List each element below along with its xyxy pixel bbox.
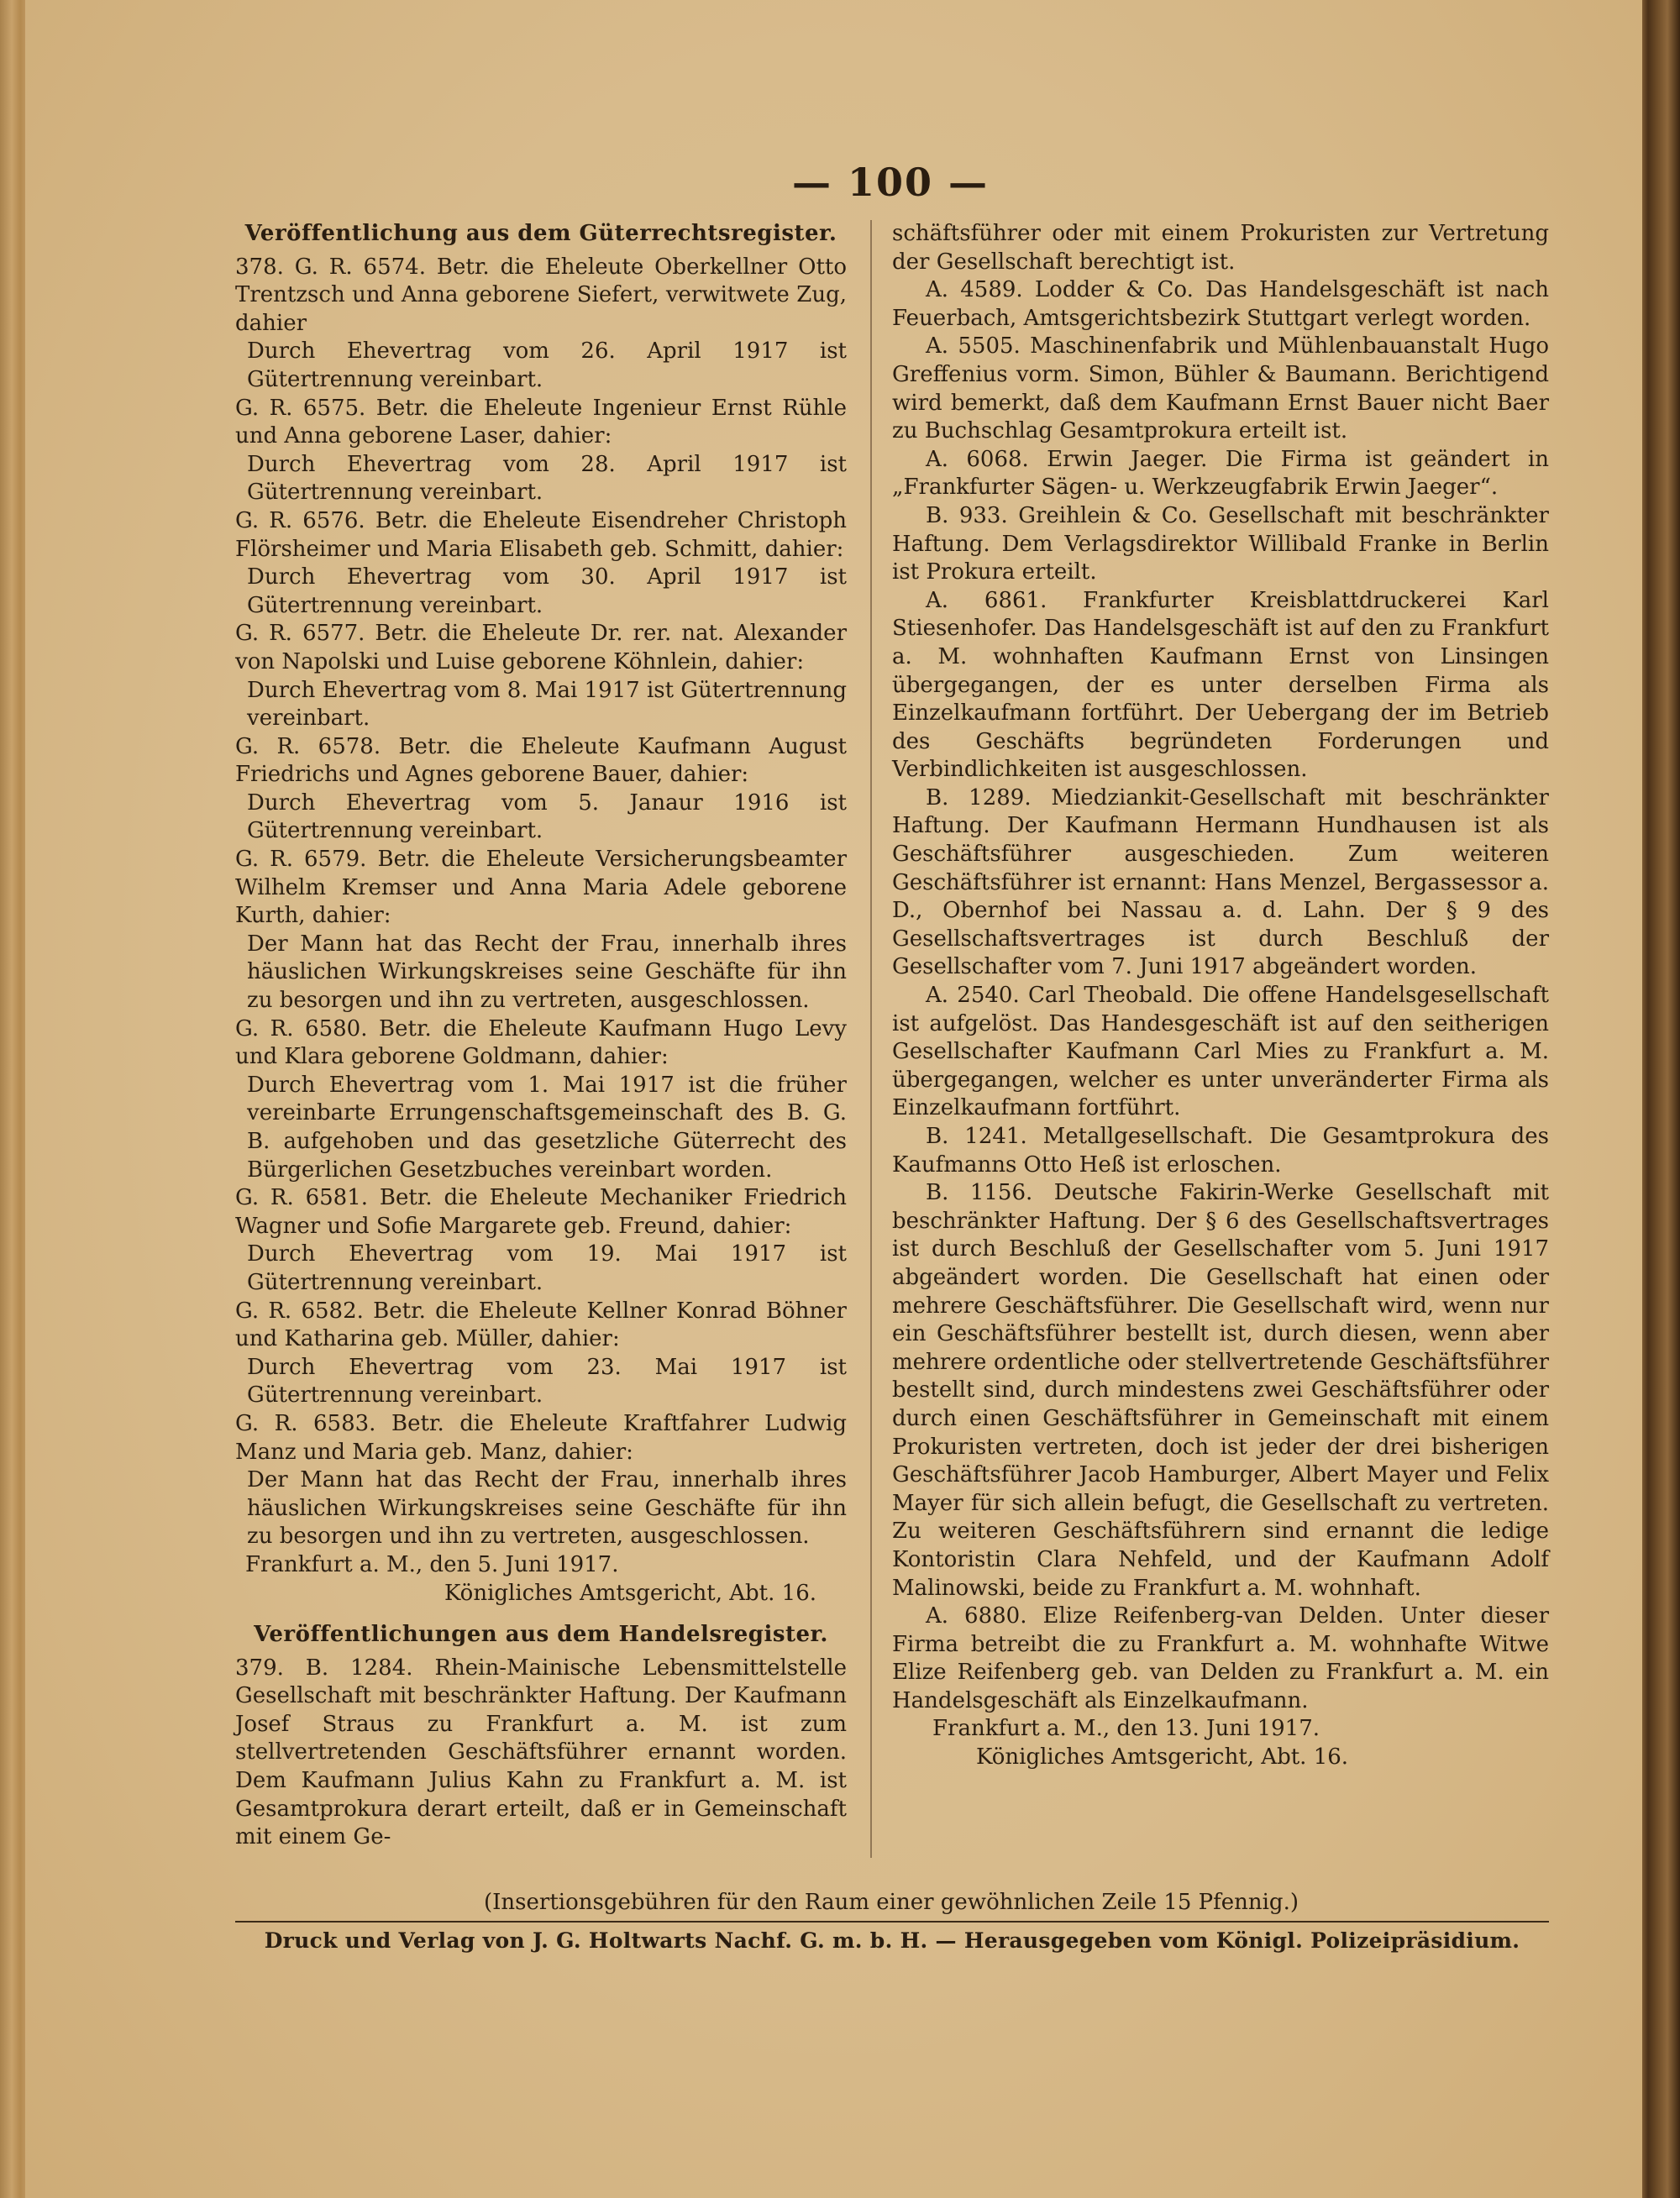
entry-b933: B. 933. Greihlein & Co. Gesellschaft mit beschränkter Haftung. Dem Verlagsdirektor Willibald Franke in Berlin ist Prokura erteilt. [892,502,1549,585]
footer-rule [235,1921,1549,1923]
entry-6580: G. R. 6580. Betr. die Eheleute Kaufmann Hugo Levy und Klara geborene Goldmann, dahier: [235,1015,847,1070]
column-divider [870,220,872,1858]
entry-6577: G. R. 6577. Betr. die Eheleute Dr. rer. nat. Alexander von Napolski und Luise geborene Köhnlein, dahier: [235,621,847,674]
entry-b1156: B. 1156. Deutsche Fakirin-Werke Gesellschaft mit beschränkter Haftung. Der § 6 des Gesellschaftsvertrages ist durch Beschluß der Gesellschafter vom 5. Juni 1917 abgeändert worden. Die Gesellschaft hat einen oder mehrere Geschäftsführer. Die Gesellschaft wird, wenn nur ein Geschäftsführer bestellt ist, durch diesen, wenn aber mehrere ordentliche oder stellvertretende Geschäftsführer bestellt sind, durch mindestens zwei Geschäftsführer oder durch einen Geschäftsführer in Gemeinschaft mit einem Prokuristen vertreten, doch ist jeder der drei bisherigen Geschäftsführer Jacob Hamburger, Albert Mayer und Felix Mayer für sich allein befugt, die Gesellschaft zu vertreten. Zu weiteren Geschäftsführern sind ernannt die ledige Kontoristin Clara Nehfeld, und der Kaufmann Adolf Malinowski, beide zu Frankfurt a. M. wohnhaft. [892,1180,1549,1601]
page-number: — 100 — [791,160,990,205]
heading-gueterrechtsregister: Veröffentlichung aus dem Güterrechtsregister. [244,221,837,246]
entry-a5505: A. 5505. Maschinenfabrik und Mühlenbauanstalt Hugo Greffenius vorm. Simon, Bühler & Baumann. Berichtigend wird bemerkt, daß dem Kaufmann Ernst Bauer nicht Baer zu Buchschlag Gesamtprokura erteilt ist. [892,333,1549,444]
entry-a2540: A. 2540. Carl Theobald. Die offene Handelsgesellschaft ist aufgelöst. Das Handesgeschäft ist auf den seitherigen Gesellschafter Kaufmann Carl Mies zu Frankfurt a. M. übergegangen, welcher es unter unveränderter Firma als Einzelkaufmann fortführt. [892,983,1549,1121]
entry-6574: 378. G. R. 6574. Betr. die Eheleute Oberkellner Otto Trentzsch und Anna geborene Siefert, verwitwete Zug, dahier [235,254,847,336]
entry-6575: G. R. 6575. Betr. die Eheleute Ingenieur Ernst Rühle und Anna geborene Laser, dahier: [235,395,847,449]
entry-a6861: A. 6861. Frankfurter Kreisblattdruckerei Karl Stiesenhofer. Das Handelsgeschäft ist auf den zu Frankfurt a. M. wohnhaften Kaufmann Ernst von Linsingen übergegangen, der es unter derselben Firma als Einzelkaufmann fortführt. Der Uebergang der im Betrieb des Geschäfts begründeten Forderungen und Verbindlichkeiten ist ausgeschlossen. [892,587,1549,783]
left-column [235,220,847,1852]
signature-place-date-right: Frankfurt a. M., den 13. Juni 1917. [932,1716,1320,1742]
printer-imprint: Druck und Verlag von J. G. Holtwarts Nachf. G. m. b. H. — Herausgegeben vom Königl. Polizeipräsidium. [264,1928,1520,1953]
entry-6575-text: Durch Ehevertrag vom 28. April 1917 ist Gütertrennung vereinbart. [247,451,847,506]
entry-6574-text: Durch Ehevertrag vom 26. April 1917 ist Gütertrennung vereinbart. [247,338,847,392]
entry-6578: G. R. 6578. Betr. die Eheleute Kaufmann August Friedrichs und Agnes geborene Bauer, dahier: [235,733,847,788]
entry-6582-text: Durch Ehevertrag vom 23. Mai 1917 ist Gütertrennung vereinbart. [247,1354,847,1409]
entry-b1289: B. 1289. Miedziankit-Gesellschaft mit beschränkter Haftung. Der Kaufmann Hermann Hundhausen ist als Geschäftsführer ausgeschieden. Zum weiteren Geschäftsführer ist ernannt: Hans Menzel, Bergassessor a. D., Obernhof bei Nassau a. d. Lahn. Der § 9 des Gesellschaftsvertrages ist durch Beschluß der Gesellschafter vom 7. Juni 1917 abgeändert worden. [892,784,1549,980]
right-column [892,220,1549,1772]
entry-continuation: schäftsführer oder mit einem Prokuristen zur Vertretung der Gesellschaft berechtigt ist. [892,221,1549,275]
signature-court: Königliches Amtsgericht, Abt. 16. [444,1580,816,1606]
heading-handelsregister: Veröffentlichungen aus dem Handelsregister. [254,1622,828,1648]
insertion-fee-note: (Insertionsgebühren für den Raum einer gewöhnlichen Zeile 15 Pfennig.) [484,1890,1299,1915]
entry-6583: G. R. 6583. Betr. die Eheleute Kraftfahrer Ludwig Manz und Maria geb. Manz, dahier: [235,1410,847,1465]
entry-6578-text: Durch Ehevertrag vom 5. Janaur 1916 ist Gütertrennung vereinbart. [247,789,847,844]
signature-place-date: Frankfurt a. M., den 5. Juni 1917. [245,1551,619,1577]
entry-6581: G. R. 6581. Betr. die Eheleute Mechaniker Friedrich Wagner und Sofie Margarete geb. Freund, dahier: [235,1185,847,1239]
entry-6583-text: Der Mann hat das Recht der Frau, innerhalb ihres häuslichen Wirkungskreises seine Geschäfte für ihn zu besorgen und ihn zu vertreten, ausgeschlossen. [247,1467,847,1550]
entry-6579: G. R. 6579. Betr. die Eheleute Versicherungsbeamter Wilhelm Kremser und Anna Maria Adele geborene Kurth, dahier: [235,847,847,929]
entry-6579-text: Der Mann hat das Recht der Frau, innerhalb ihres häuslichen Wirkungskreises seine Geschäfte für ihn zu besorgen und ihn zu vertreten, ausgeschlossen. [247,931,847,1014]
entry-6577-text: Durch Ehevertrag vom 8. Mai 1917 ist Gütertrennung vereinbart. [247,677,847,732]
entry-6581-text: Durch Ehevertrag vom 19. Mai 1917 ist Gütertrennung vereinbart. [247,1241,847,1295]
entry-b1241: B. 1241. Metallgesellschaft. Die Gesamtprokura des Kaufmanns Otto Heß ist erloschen. [892,1124,1549,1178]
entry-6582: G. R. 6582. Betr. die Eheleute Kellner Konrad Böhner und Katharina geb. Müller, dahier: [235,1298,847,1352]
entry-a6880: A. 6880. Elize Reifenberg-van Delden. Unter dieser Firma betreibt die zu Frankfurt a. M. wohnhafte Witwe Elize Reifenberg geb. van Delden zu Frankfurt a. M. ein Handelsgeschäft als Einzelkaufmann. [892,1603,1549,1713]
entry-6580-text: Durch Ehevertrag vom 1. Mai 1917 ist die früher vereinbarte Errungenschaftsgemeinschaft des B. G. B. aufgehoben und das gesetzliche Güterrecht des Bürgerlichen Gesetzbuches vereinbart worden. [247,1072,847,1183]
entry-6576: G. R. 6576. Betr. die Eheleute Eisendreher Christoph Flörsheimer und Maria Elisabeth geb. Schmitt, dahier: [235,507,847,562]
entry-6576-text: Durch Ehevertrag vom 30. April 1917 ist Gütertrennung vereinbart. [247,564,847,618]
entry-379: 379. B. 1284. Rhein-Mainische Lebensmittelstelle Gesellschaft mit beschränkter Haftung. Der Kaufmann Josef Straus zu Frankfurt a. M. ist zum stellvertretenden Geschäftsführer ernannt worden. Dem Kaufmann Julius Kahn zu Frankfurt a. M. ist Gesamtprokura derart erteilt, daß er in Gemeinschaft mit einem Ge- [235,1655,847,1850]
entry-a6068: A. 6068. Erwin Jaeger. Die Firma ist geändert in „Frankfurter Sägen- u. Werkzeugfabrik Erwin Jaeger“. [892,446,1549,501]
entry-a4589: A. 4589. Lodder & Co. Das Handelsgeschäft ist nach Feuerbach, Amtsgerichtsbezirk Stuttgart verlegt worden. [892,277,1549,331]
signature-court-right: Königliches Amtsgericht, Abt. 16. [976,1744,1349,1770]
